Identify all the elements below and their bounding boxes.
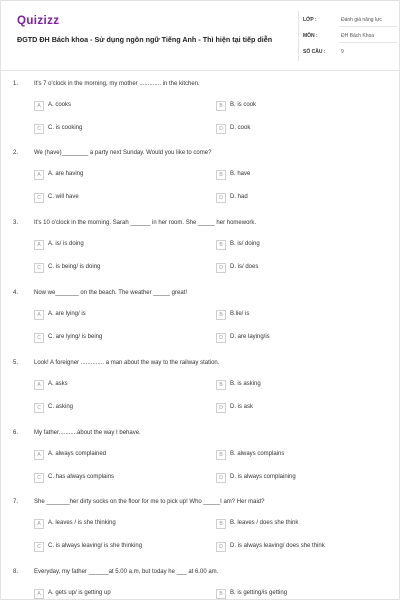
- option-letter-box: D: [216, 403, 226, 413]
- option-d[interactable]: [216, 123, 376, 136]
- worksheet-header: [1, 1, 399, 71]
- option-letter-box: B: [216, 519, 226, 529]
- option-a[interactable]: [34, 379, 194, 392]
- question-text: It's 10 o'clock in the morning. Sarah ______ in her room. She _____ her homework.: [34, 220, 257, 226]
- option-text: D. had: [230, 194, 248, 200]
- option-text: B. is getting/is getting: [230, 590, 288, 596]
- option-text: A. are lying/ is: [48, 311, 86, 317]
- option-text: A. are having: [48, 171, 84, 177]
- option-c[interactable]: [34, 402, 194, 415]
- option-b[interactable]: [216, 379, 376, 392]
- option-letter-box: D: [216, 263, 226, 273]
- option-d[interactable]: [216, 541, 376, 554]
- option-b[interactable]: [216, 239, 376, 252]
- meta-label: SỐ CÂU :: [303, 49, 326, 55]
- meta-row-subject: [303, 29, 397, 43]
- option-c[interactable]: [34, 262, 194, 275]
- meta-label: MÔN :: [303, 33, 318, 39]
- meta-value: ĐH Bách Khoa: [341, 33, 375, 39]
- option-text: D. is always complaining: [230, 474, 296, 480]
- option-letter-box: B: [216, 380, 226, 390]
- meta-panel: [298, 11, 398, 61]
- option-a[interactable]: [34, 309, 194, 322]
- option-letter-box: C: [34, 333, 44, 343]
- option-c[interactable]: [34, 472, 194, 485]
- option-letter-box: B: [216, 310, 226, 320]
- option-text: A. cooks: [48, 102, 72, 108]
- question-text: It's 7 o'clock in the morning, my mother ............. in the kitchen.: [34, 81, 200, 87]
- option-letter-box: D: [216, 333, 226, 343]
- option-text: A. asks: [48, 381, 68, 387]
- meta-value: 9: [341, 49, 344, 55]
- option-text: C. has always complains: [48, 474, 115, 480]
- option-b[interactable]: [216, 100, 376, 113]
- question-number: 5.: [13, 360, 19, 366]
- option-text: D. is always leaving/ does she think: [230, 543, 325, 549]
- meta-row-class: [303, 13, 397, 27]
- option-a[interactable]: [34, 449, 194, 462]
- option-b[interactable]: [216, 309, 376, 322]
- option-text: B. leaves / does she think: [230, 520, 299, 526]
- option-letter-box: A: [34, 380, 44, 390]
- question-number: 8.: [13, 569, 19, 575]
- question-number: 3.: [13, 220, 19, 226]
- option-b[interactable]: [216, 449, 376, 462]
- option-text: C. is cooking: [48, 125, 83, 131]
- option-text: D. is ask: [230, 404, 254, 410]
- option-letter-box: B: [216, 589, 226, 599]
- question-number: 7.: [13, 499, 19, 505]
- option-letter-box: C: [34, 403, 44, 413]
- option-letter-box: A: [34, 240, 44, 250]
- option-d[interactable]: [216, 402, 376, 415]
- option-letter-box: A: [34, 310, 44, 320]
- option-letter-box: B: [216, 240, 226, 250]
- option-text: C. are lying/ is being: [48, 334, 103, 340]
- option-letter-box: C: [34, 263, 44, 273]
- option-letter-box: C: [34, 542, 44, 552]
- option-a[interactable]: [34, 518, 194, 531]
- option-text: B.lie/ is: [230, 311, 250, 317]
- option-letter-box: D: [216, 124, 226, 134]
- question-text: Now we_______ on the beach. The weather _____ great!: [34, 290, 187, 296]
- question-text: She _______her dirty socks on the floor for me to pick up! Who _____I am? Her maid?: [34, 499, 265, 505]
- option-letter-box: A: [34, 589, 44, 599]
- meta-row-count: [303, 45, 397, 59]
- worksheet-title: ĐGTD ĐH Bách khoa - Sử dụng ngôn ngữ Tiếng Anh - Thì hiện tại tiếp diễn: [17, 35, 273, 44]
- option-text: D. are laying/is: [230, 334, 270, 340]
- question-number: 2.: [13, 150, 19, 156]
- option-c[interactable]: [34, 541, 194, 554]
- option-text: D. cook: [230, 125, 251, 131]
- quizizz-logo: Quizizz: [17, 15, 60, 27]
- question-text: My father...........about the way I behave.: [34, 430, 141, 436]
- question-text: Look! A foreigner .............. a man about the way to the railway station.: [34, 360, 220, 366]
- option-d[interactable]: [216, 472, 376, 485]
- option-letter-box: A: [34, 101, 44, 111]
- option-text: B. is/ doing: [230, 241, 260, 247]
- question-number: 4.: [13, 290, 19, 296]
- question-text: Everyday, my father ______at 5.00 a.m, but today he ___ at 6.00 am.: [34, 569, 219, 575]
- option-text: A. gets up/ is getting up: [48, 590, 111, 596]
- option-text: A. always complained: [48, 451, 107, 457]
- option-letter-box: B: [216, 101, 226, 111]
- option-a[interactable]: [34, 239, 194, 252]
- option-letter-box: D: [216, 193, 226, 203]
- option-letter-box: D: [216, 473, 226, 483]
- option-text: C. is being/ is doing: [48, 264, 101, 270]
- option-letter-box: C: [34, 473, 44, 483]
- option-text: C. asking: [48, 404, 74, 410]
- option-text: B. is cook: [230, 102, 257, 108]
- option-c[interactable]: [34, 332, 194, 345]
- meta-label: LỚP :: [303, 17, 317, 23]
- option-letter-box: A: [34, 170, 44, 180]
- option-letter-box: C: [34, 193, 44, 203]
- meta-value: Đánh giá năng lực: [341, 17, 382, 23]
- question-number: 1.: [13, 81, 19, 87]
- question-number: 6.: [13, 430, 19, 436]
- option-b[interactable]: [216, 518, 376, 531]
- option-d[interactable]: [216, 192, 376, 205]
- option-text: C. will have: [48, 194, 79, 200]
- option-text: B. always complains: [230, 451, 285, 457]
- option-letter-box: D: [216, 542, 226, 552]
- option-letter-box: C: [34, 124, 44, 134]
- option-letter-box: B: [216, 170, 226, 180]
- option-text: B. is asking: [230, 381, 261, 387]
- option-d[interactable]: [216, 262, 376, 275]
- option-b[interactable]: [216, 588, 376, 600]
- option-c[interactable]: [34, 123, 194, 136]
- question-text: We (have)________ a party next Sunday. Would you like to come?: [34, 150, 212, 156]
- meta-divider: [339, 42, 397, 43]
- option-text: A. is/ is doing: [48, 241, 84, 247]
- option-b[interactable]: [216, 169, 376, 182]
- option-a[interactable]: [34, 169, 194, 182]
- option-a[interactable]: [34, 100, 194, 113]
- option-d[interactable]: [216, 332, 376, 345]
- option-text: C. is always leaving/ is she thinking: [48, 543, 143, 549]
- option-c[interactable]: [34, 192, 194, 205]
- option-letter-box: B: [216, 450, 226, 460]
- option-text: D. is/ does: [230, 264, 259, 270]
- option-text: A. leaves / is she thinking: [48, 520, 116, 526]
- meta-divider: [339, 26, 397, 27]
- option-letter-box: A: [34, 450, 44, 460]
- option-a[interactable]: [34, 588, 194, 600]
- option-letter-box: A: [34, 519, 44, 529]
- option-text: B. have: [230, 171, 251, 177]
